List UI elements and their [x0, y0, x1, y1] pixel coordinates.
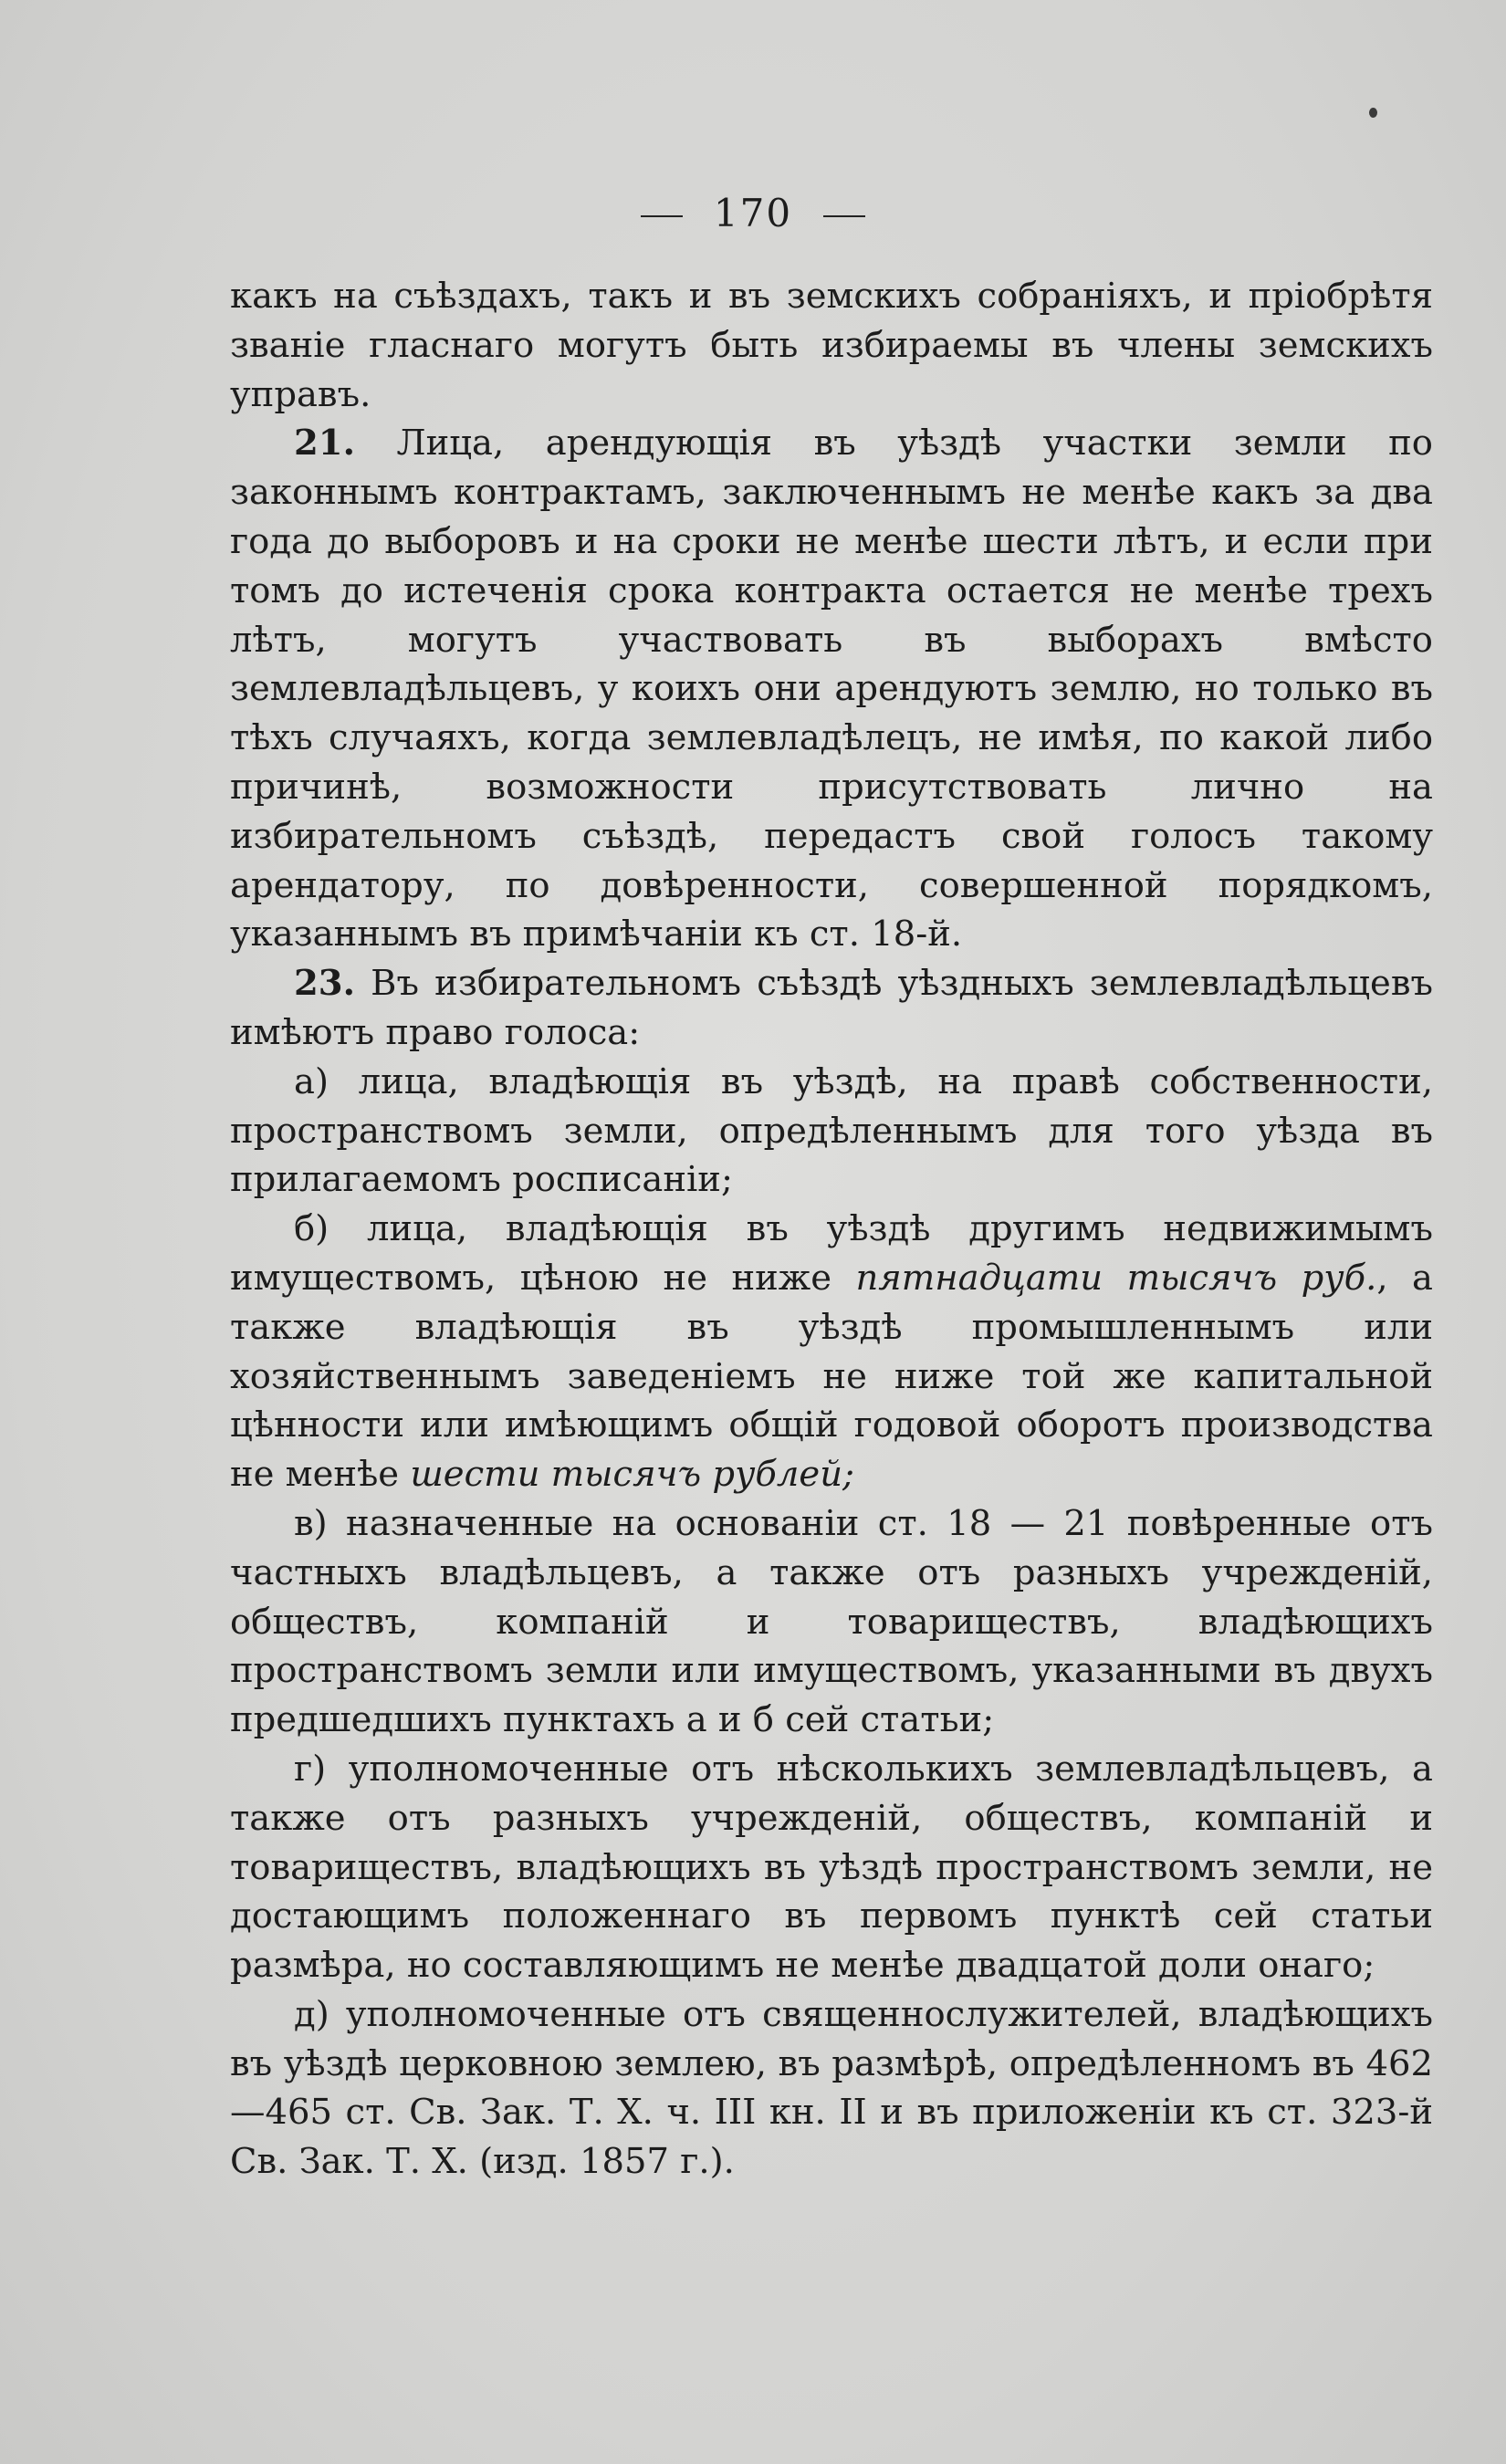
article-text: Лица, арендующія въ уѣздѣ участки земли по законнымъ контрактамъ, заключеннымъ не менѣе какъ за два года до выборовъ и на сроки не менѣе шести лѣтъ, и если при томъ до истеченія срока контракта остается не менѣе трехъ лѣтъ, могутъ участвовать въ выборахъ вмѣсто землевладѣльцевъ, у коихъ они арендуютъ землю, но только въ тѣхъ случаяхъ, когда землевладѣлецъ, не имѣя, по какой либо причинѣ, возможности присутствовать лично на избирательномъ съѣздѣ, передастъ свой голосъ такому арендатору, по довѣренности, совершенной порядкомъ, указаннымъ въ примѣчаніи къ ст. 18-й.	[230, 423, 1433, 955]
clause-text: , а также владѣющія въ уѣздѣ промышленнымъ или хозяйственнымъ заведеніемъ не ниже той же капитальной цѣнности или имѣющимъ общій годовой оборотъ производства не менѣе	[230, 1257, 1433, 1496]
article-23	[230, 959, 1433, 1058]
clause-a: а) лица, владѣющія въ уѣздѣ, на правѣ собственности, пространствомъ земли, опредѣленнымъ для того уѣзда въ прилагаемомъ росписаніи;	[230, 1060, 1433, 1201]
header-dash-right	[823, 215, 865, 217]
article-number: 23.	[294, 963, 355, 1005]
clause-d: д) уполномоченные отъ священнослужителей, владѣющихъ въ уѣздѣ церковною землею, въ размѣрѣ, опредѣленномъ въ 462—465 ст. Св. Зак. Т. X. ч. III кн. II и въ приложеніи къ ст. 323-й Св. Зак. Т. X. (изд. 1857 г.).	[230, 1993, 1433, 2183]
clause-emphasis: шести тысячъ рублей;	[410, 1454, 854, 1496]
clause-v: в) назначенные на основаніи ст. 18 — 21 повѣренные отъ частныхъ владѣльцевъ, а также отъ разныхъ учрежденій, обществъ, компаній и товариществъ, владѣющихъ пространствомъ земли или имуществомъ, указанными въ двухъ предшедшихъ пунктахъ а и б сей статьи;	[230, 1502, 1433, 1741]
clause-g: г) уполномоченные отъ нѣсколькихъ землевладѣльцевъ, а также отъ разныхъ учрежденій, обществъ, компаній и товариществъ, владѣющихъ въ уѣздѣ пространствомъ земли, не достающимъ положеннаго въ первомъ пунктѣ сей статьи размѣра, но составляющимъ не менѣе двадцатой доли онаго;	[230, 1748, 1433, 1987]
article-text: Въ избирательномъ съѣздѣ уѣздныхъ землевладѣльцевъ имѣютъ право голоса:	[230, 963, 1433, 1053]
page-number: 170	[713, 191, 793, 235]
article-number: 21.	[294, 423, 355, 465]
paragraph-continuation: какъ на съѣздахъ, такъ и въ земскихъ собраніяхъ, и пріобрѣтя званіе гласнаго могутъ быть избираемы въ члены земскихъ управъ.	[230, 276, 1433, 415]
document-body	[230, 272, 1433, 2187]
clause-b	[230, 1205, 1433, 1499]
page-header	[0, 190, 1506, 237]
clause-emphasis: пятнадцати тысячъ руб.	[855, 1257, 1377, 1299]
article-21	[230, 419, 1433, 959]
clause-text: б) лица, владѣющія въ уѣздѣ другимъ недвижимымъ имуществомъ, цѣною не ниже	[230, 1208, 1433, 1299]
ink-speck	[1369, 108, 1377, 118]
header-dash-left	[641, 215, 683, 217]
